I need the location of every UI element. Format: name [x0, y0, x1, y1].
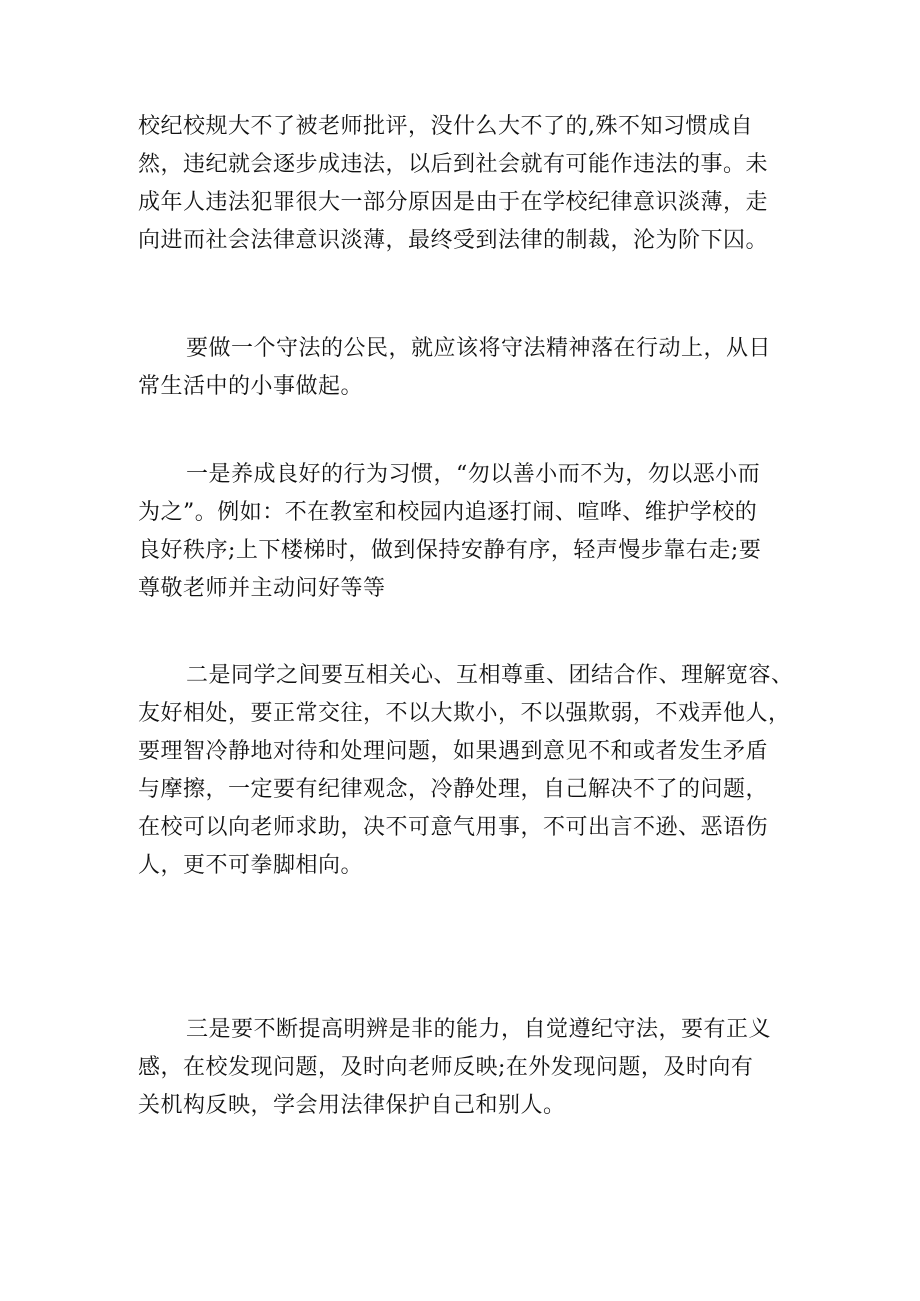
paragraph-4-line-6: 人，更不可拳脚相向。: [138, 853, 364, 878]
paragraph-2-line-1: 要做一个守法的公民，就应该将守法精神落在行动上，从日: [186, 336, 772, 361]
paragraph-1: [138, 108, 798, 260]
paragraph-4-line-2: 友好相处，要正常交往，不以大欺小，不以强欺弱，不戏弄他人，: [138, 701, 791, 726]
paragraph-3-line-2: 为之”。例如：不在教室和校园内追逐打闹、喧哗、维护学校的: [138, 500, 758, 525]
paragraph-5-line-3: 关机构反映，学会用法律保护自己和别人。: [138, 1093, 566, 1118]
paragraph-3-line-1: 一是养成良好的行为习惯，“勿以善小而不为，勿以恶小而: [186, 462, 761, 487]
paragraph-3-line-4: 尊敬老师并主动问好等等: [138, 576, 386, 601]
paragraph-5: [138, 1011, 798, 1125]
paragraph-3-line-3: 良好秩序;上下楼梯时，做到保持安静有序，轻声慢步靠右走;要: [138, 538, 762, 563]
paragraph-4-line-3: 要理智冷静地对待和处理问题，如果遇到意见不和或者发生矛盾: [138, 739, 769, 764]
paragraph-1-line-4: 向进而社会法律意识淡薄，最终受到法律的制裁，沦为阶下囚。: [138, 228, 769, 253]
paragraph-2: [138, 330, 798, 406]
paragraph-1-line-1: 校纪校规大不了被老师批评，没什么大不了的,殊不知习惯成自: [138, 114, 753, 139]
paragraph-3: [138, 456, 798, 608]
paragraph-4-line-5: 在校可以向老师求助，决不可意气用事，不可出言不逊、恶语伤: [138, 815, 769, 840]
paragraph-5-line-2: 感，在校发现问题，及时向老师反映;在外发现问题，及时向有: [138, 1055, 754, 1080]
paragraph-4: [138, 657, 798, 885]
paragraph-4-line-1: 二是同学之间要互相关心、互相尊重、团结合作、理解宽容、: [186, 663, 794, 688]
paragraph-5-line-1: 三是要不断提高明辨是非的能力，自觉遵纪守法，要有正义: [186, 1017, 772, 1042]
paragraph-1-line-3: 成年人违法犯罪很大一部分原因是由于在学校纪律意识淡薄，走: [138, 190, 769, 215]
paragraph-1-line-2: 然，违纪就会逐步成违法，以后到社会就有可能作违法的事。未: [138, 152, 769, 177]
paragraph-4-line-4: 与摩擦，一定要有纪律观念，冷静处理，自己解决不了的问题，: [138, 777, 769, 802]
paragraph-2-line-2: 常生活中的小事做起。: [138, 374, 364, 399]
